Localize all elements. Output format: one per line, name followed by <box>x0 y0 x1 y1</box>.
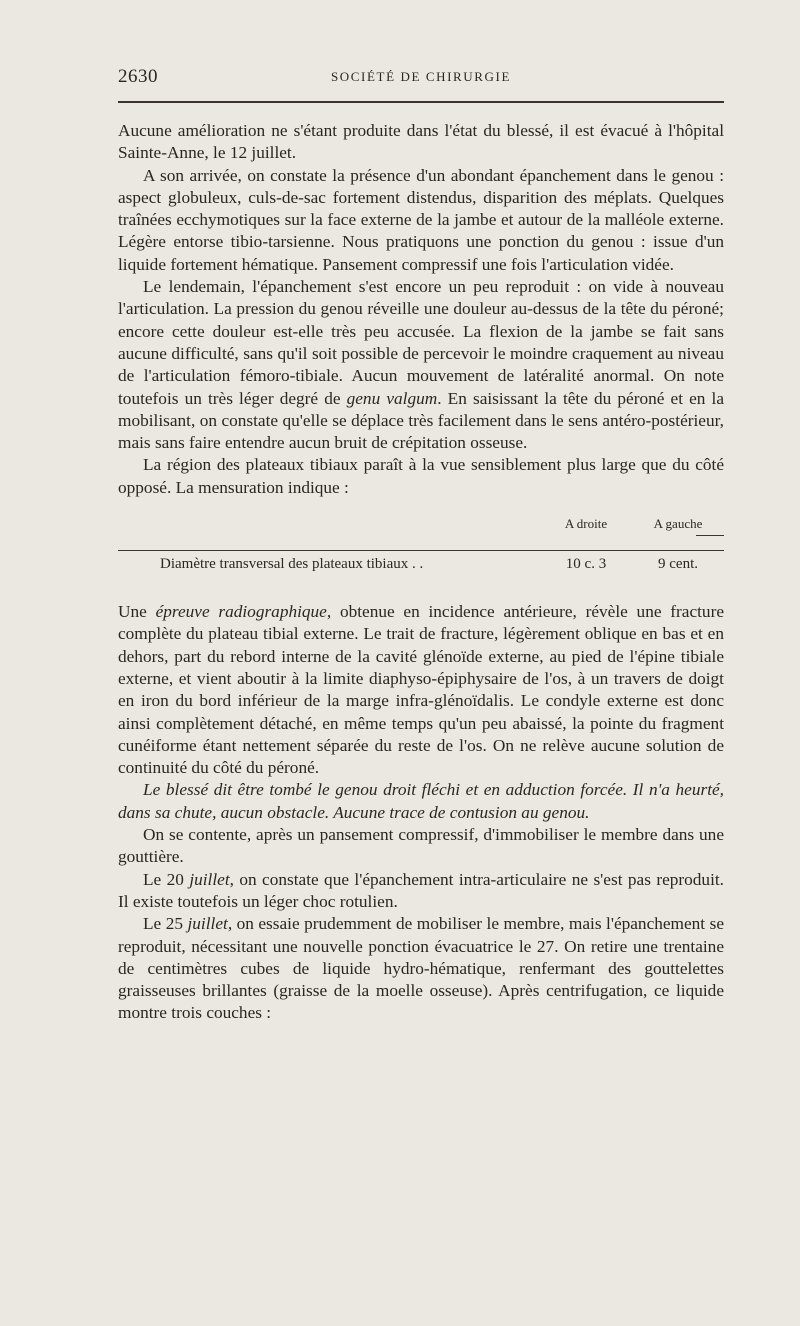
header-rule <box>118 101 724 103</box>
running-title: SOCIÉTÉ DE CHIRURGIE <box>330 69 512 84</box>
paragraph <box>118 913 724 1024</box>
paragraph <box>118 165 724 276</box>
paragraph <box>118 601 724 779</box>
text-segment: , on essaie prudemment de mobiliser le membre, mais l'épanchement se reproduit, nécessitant une nouvelle ponction évacuatrice le 27. On retire une trentaine de centimètres cubes de liquide hydro-hématique, renfermant des gouttelettes graisseuses brillantes (graisse de la moelle osseuse). Après centrifugation, ce liquide montre trois couches : <box>118 914 724 1023</box>
table-row <box>118 553 724 575</box>
text-segment: , on constate que l'épanchement intra-articulaire ne s'est pas reproduit. Il existe toutefois un léger choc rotulien. <box>118 869 724 911</box>
text-segment: On se contente, après un pansement compressif, d'immobiliser le membre dans une gouttière. <box>118 825 724 867</box>
text-segment: Aucune amélioration ne s'étant produite dans l'état du blessé, il est évacué à l'hôpital Sainte-Anne, le 12 juillet. <box>118 121 724 163</box>
paragraph <box>118 276 724 454</box>
table-dash-row <box>118 535 724 553</box>
value-left: 9 cent. <box>658 556 698 573</box>
italic-text: genu valgum <box>346 388 438 408</box>
italic-text: juillet <box>187 914 228 934</box>
text-segment: Le 25 <box>143 914 188 934</box>
text-segment: A son arrivée, on constate la présence d'un abondant épanchement dans le genou : aspect globuleux, culs-de-sac fortement distendus, disparition des méplats. Quelques traînées ecchymotiques sur la face externe de la jambe et autour de la malléole externe. Légère entorse tibio-tarsienne. Nous pratiquons une ponction du genou : issue d'un liquide fortement hématique. Pansement compressif une fois l'articulation vidée. <box>118 165 724 274</box>
text-segment: , obtenue en incidence antérieure, révèle une fracture complète du plateau tibial externe. Le trait de fracture, légèrement oblique en bas et en dehors, part du rebord interne de la cavité glénoïde externe, au pied de l'épine tibiale externe, et vient aboutir à la limite diaphyso-épiphysaire de l'os, à un travers de doigt en iron du bord inférieur de la marge infra-glénoïdalis. Le condyle externe est donc ainsi complètement détaché, en même temps qu'un peu abaissé, la pointe du fragment cunéiforme étant nettement séparée du reste de l'os. On ne relève aucune solution de continuité du côté du péroné. <box>118 602 724 778</box>
text-segment: Une <box>118 602 156 622</box>
dash-right <box>696 550 710 551</box>
text-segment: Le lendemain, l'épanchement s'est encore un peu reproduit : on vide à nouveau l'articulation. La pression du genou réveille une douleur au-dessus de la tête du péroné; encore cette douleur est-elle très peu accusée. La flexion de la jambe se fait sans aucune difficulté, sans qu'il soit possible de percevoir le moindre craquement au niveau de l'articulation fémoro-tibiale. Aucun mouvement de latéralité anormal. On note toutefois un très léger degré de <box>118 277 724 408</box>
page-header <box>118 66 724 92</box>
italic-text: épreuve radiographique <box>155 602 327 622</box>
paragraphs-after-table <box>118 601 724 1025</box>
paragraphs-before-table <box>118 120 724 499</box>
paragraph <box>118 779 724 824</box>
row-label: Diamètre transversal des plateaux tibiaux . . <box>160 556 424 573</box>
header-a-gauche: A gauche <box>653 516 703 532</box>
paragraph <box>118 120 724 165</box>
value-right: 10 c. 3 <box>565 556 607 573</box>
page-number: 2630 <box>118 66 158 87</box>
text-segment: . En saisissant la tête du péroné et en la mobilisant, on constate qu'elle se déplace très facilement dans le sens antéro-postérieur, mais sans faire entendre aucun bruit de crépitation osseuse. <box>118 388 725 453</box>
text-segment: Le 20 <box>143 869 190 889</box>
paragraph <box>118 454 724 499</box>
dash-left <box>710 550 724 551</box>
body-text <box>118 120 724 1025</box>
italic-text: Le blessé dit être tombé le genou droit fléchi et en adduction forcée. Il n'a heurté, dans sa chute, aucun obstacle. Aucune trace de contusion au genou. <box>118 780 724 822</box>
table-header-row <box>118 513 724 535</box>
measurement-table <box>118 513 724 575</box>
paragraph <box>118 869 724 914</box>
text-segment: La région des plateaux tibiaux paraît à la vue sensiblement plus large que du côté opposé. La mensuration indique : <box>118 455 724 497</box>
header-a-droite: A droite <box>564 516 608 532</box>
italic-text: juillet <box>189 869 230 889</box>
paragraph <box>118 824 724 869</box>
